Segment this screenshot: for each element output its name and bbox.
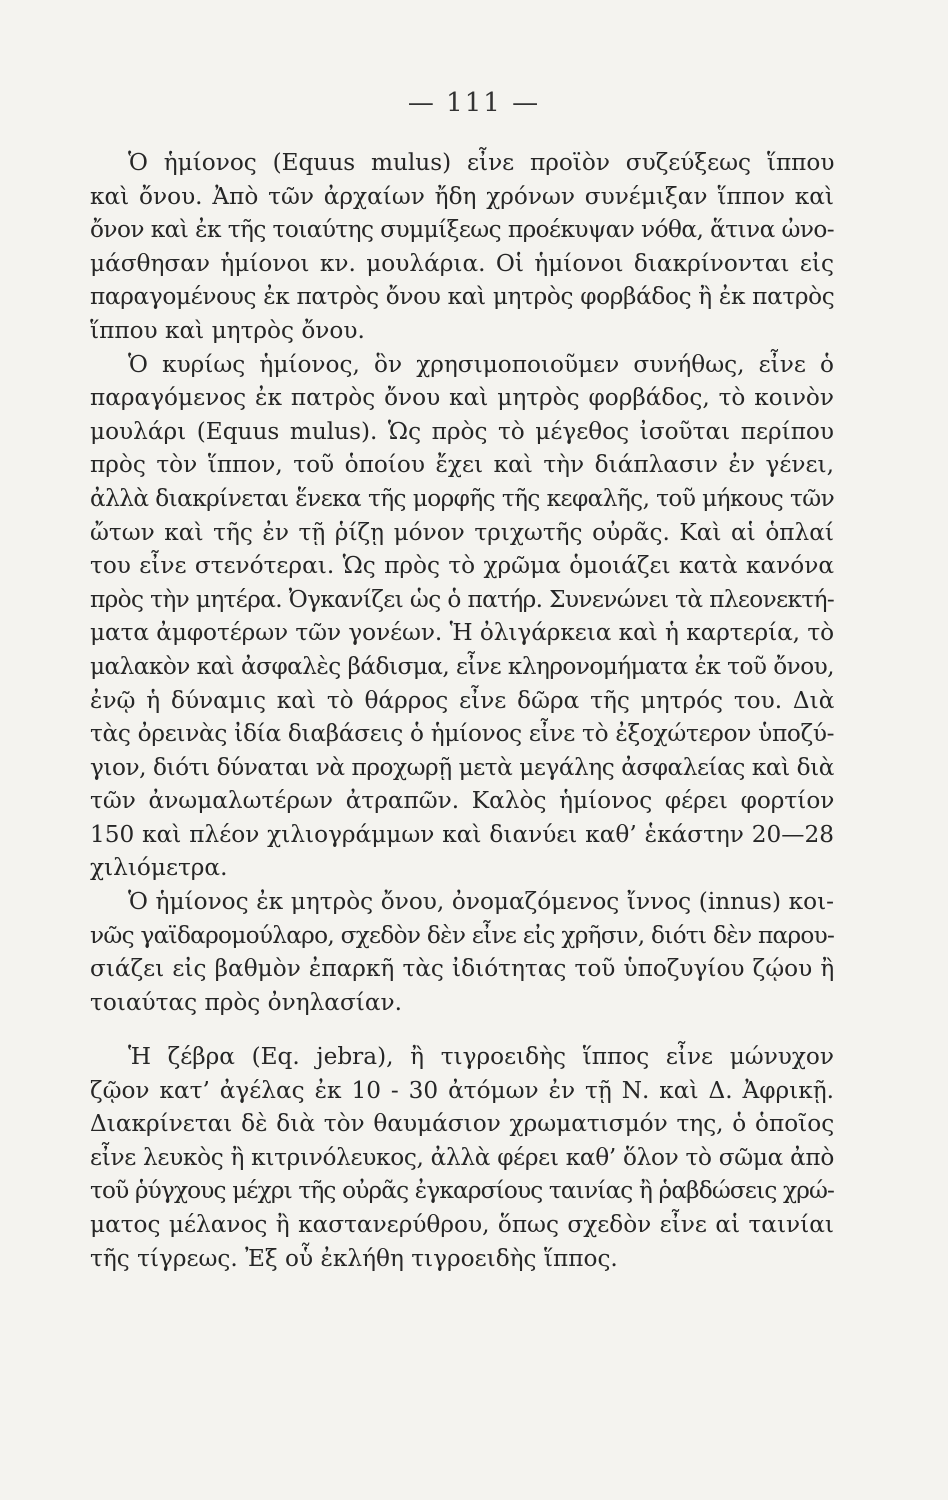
paragraph-hemionos (90, 146, 834, 348)
text-line: καὶ ὄνου. Ἀπὸ τῶν ἀρχαίων ἤδη χρόνων συνέμιξαν ἵππον καὶ (90, 182, 835, 210)
text-line: μαλακὸν καὶ ἀσφαλὲς βάδισμα, εἶνε κληρονομήματα ἐκ τοῦ ὄνου, (90, 652, 834, 680)
text-line: ματα ἀμφοτέρων τῶν γονέων. Ἡ ὀλιγάρκεια καὶ ἡ καρτερία, τὸ (90, 619, 834, 647)
text-line: τοῦ ῥύγχους μέχρι τῆς οὐρᾶς ἐγκαρσίους ταινίας ἢ ῥαβδώσεις χρώ- (90, 1177, 835, 1205)
text-line: ματος μέλανος ἢ καστανερύθρου, ὅπως σχεδὸν εἶνε αἱ ταινίαι (90, 1210, 834, 1238)
text-line: Ὁ ἡμίονος (Equus mulus) εἶνε προϊὸν συζεύξεως ἵππου (128, 149, 835, 176)
text-line: ζῷον κατ’ ἀγέλας ἐκ 10 - 30 ἀτόμων ἐν τῇ Ν. καὶ Δ. Ἀφρικῇ. (90, 1076, 834, 1104)
text-line: ἐνῷ ἡ δύναμις καὶ τὸ θάρρος εἶνε δῶρα τῆς μητρός του. Διὰ (90, 686, 835, 714)
text-block-zebra (90, 1040, 834, 1275)
text-line: πρὸς τὸν ἵππον, τοῦ ὁποίου ἔχει καὶ τὴν διάπλασιν ἐν γένει, (90, 451, 834, 479)
text-line: του εἶνε στενότεραι. Ὡς πρὸς τὸ χρῶμα ὁμοιάζει κατὰ κανόνα (90, 552, 834, 580)
text-line: παραγομένους ἐκ πατρὸς ὄνου καὶ μητρὸς φορβάδος ἢ ἐκ πατρὸς (90, 283, 835, 311)
text-line: τοιαύτας πρὸς ὀνηλασίαν. (90, 988, 403, 1016)
text-line: Διακρίνεται δὲ διὰ τὸν θαυμάσιον χρωματισμόν της, ὁ ὁποῖος (90, 1110, 835, 1138)
text-line: τὰς ὀρεινὰς ἰδία διαβάσεις ὁ ἡμίονος εἶνε τὸ ἐξοχώτερον ὑποζύ- (90, 720, 835, 748)
text-line: εἶνε λευκὸς ἢ κιτρινόλευκος, ἀλλὰ φέρει καθ’ ὅλον τὸ σῶμα ἀπὸ (90, 1143, 834, 1171)
text-block-mules (90, 146, 834, 1019)
text-line: μουλάρι (Equus mulus). Ὡς πρὸς τὸ μέγεθος ἰσοῦται περίπου (90, 417, 834, 445)
text-line: ἵππου καὶ μητρὸς ὄνου. (90, 316, 365, 344)
text-line: νῶς γαϊδαρομούλαρο, σχεδὸν δὲν εἶνε εἰς χρῆσιν, διότι δὲν παρου- (90, 921, 835, 949)
text-line: Ἡ ζέβρα (Eq. jebra), ἢ τιγροειδὴς ἵππος εἶνε μώνυχον (128, 1043, 834, 1070)
text-line: ἀλλὰ διακρίνεται ἕνεκα τῆς μορφῆς τῆς κεφαλῆς, τοῦ μήκους τῶν (90, 484, 835, 512)
text-line: γιον, διότι δύναται νὰ προχωρῇ μετὰ μεγάλης ἀσφαλείας καὶ διὰ (90, 753, 834, 781)
page-number: — 111 — (407, 88, 541, 118)
paragraph-kyrios-hemionos (90, 348, 834, 886)
text-line: τῶν ἀνωμαλωτέρων ἀτραπῶν. Καλὸς ἡμίονος φέρει φορτίον (90, 787, 835, 815)
text-line: ὤτων καὶ τῆς ἐν τῇ ῥίζῃ μόνον τριχωτῆς οὐρᾶς. Καὶ αἱ ὁπλαί (90, 518, 834, 546)
text-line: πρὸς τὴν μητέρα. Ὀγκανίζει ὡς ὁ πατήρ. Συνενώνει τὰ πλεονεκτή- (90, 585, 835, 613)
text-line: Ὁ ἡμίονος ἐκ μητρὸς ὄνου, ὀνομαζόμενος ἴννος (innus) κοι- (128, 888, 834, 916)
text-line: μάσθησαν ἡμίονοι κν. μουλάρια. Οἱ ἡμίονοι διακρίνονται εἰς (90, 249, 834, 277)
paragraph-zebra (90, 1040, 834, 1275)
text-line: παραγόμενος ἐκ πατρὸς ὄνου καὶ μητρὸς φορβάδος, τὸ κοινὸν (90, 384, 834, 412)
text-line: ὄνον καὶ ἐκ τῆς τοιαύτης συμμίξεως προέκυψαν νόθα, ἅτινα ὠνο- (90, 216, 835, 244)
paragraph-innos (90, 885, 834, 1019)
text-line: 150 καὶ πλέον χιλιογράμμων καὶ διανύει καθ’ ἑκάστην 20—28 (90, 820, 834, 848)
text-line: τῆς τίγρεως. Ἐξ οὗ ἐκλήθη τιγροειδὴς ἵππος. (90, 1244, 618, 1272)
text-line: χιλιόμετρα. (90, 854, 228, 882)
text-line: Ὁ κυρίως ἡμίονος, ὃν χρησιμοποιοῦμεν συνήθως, εἶνε ὁ (128, 350, 834, 378)
text-line: σιάζει εἰς βαθμὸν ἐπαρκῆ τὰς ἰδιότητας τοῦ ὑποζυγίου ζῴου ἢ (90, 955, 835, 983)
